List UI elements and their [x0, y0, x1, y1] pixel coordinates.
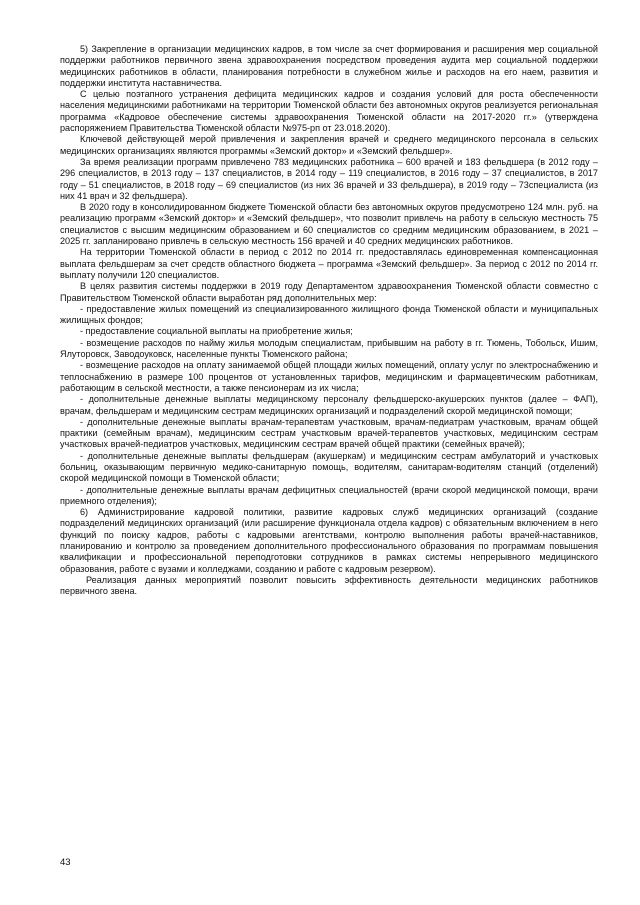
list-item: - дополнительные денежные выплаты врачам-терапевтам участковым, врачам-педиатрам участковым, врачам общей практики (семейным врачам), медицинским сестрам участковым врачей-терапевтов участковых, медицинским сестрам участковых врачей-педиатров участковых, медицинским сестрам врачей общей практики (семейных врачей); — [60, 416, 598, 450]
paragraph-statistics: За время реализации программ привлечено 783 медицинских работника – 600 врачей и 183 фельдшера (в 2012 году – 296 специалистов, в 2013 году – 137 специалистов, в 2014 году – 119 специалистов, в 2016 году – 37 специалистов, в 2017 году – 51 специалистов, в 2018 году – 69 специалистов (из них 36 врачей и 33 фельдшера), в 2019 году – 73специалиста (из них 41 врач и 32 фельдшера). — [60, 156, 598, 201]
list-item: - предоставление социальной выплаты на приобретение жилья; — [80, 326, 353, 337]
paragraph-key-measure: Ключевой действующей мерой привлечения и закрепления врачей и среднего медицинского персонала в сельских медицинских организациях являются программы «Земский доктор» и «Земский фельдшер». — [60, 134, 598, 156]
paragraph-item-6: 6) Администрирование кадровой политики, развитие кадровых служб медицинских организаций (создание подразделений медицинских организаций (или расширение функционала отдела кадров) с обязательным включением в него функций по поиску кадров, работы с кадровыми агентствами, контролю выполнения работы врачей-наставников, планированию и контролю за проведением дополнительного профессионального образования по программам повышения квалификации и профессиональной переподготовки сотрудников в рамках системы непрерывного медицинского образования, работе с вузами и колледжами, созданию и работе с кадровым резервом). — [60, 507, 598, 574]
list-item: - дополнительные денежные выплаты фельдшерам (акушеркам) и медицинским сестрам амбулаторий и участковых больниц, оказывающим первичную медико-санитарную помощь, водителям, санитарам-водителям станций (отделений) скорой медицинской помощи в Тюменской области; — [60, 450, 598, 484]
list-item: - предоставление жилых помещений из специализированного жилищного фонда Тюменской области и муниципальных жилищных фондов; — [60, 303, 598, 326]
list-item: - возмещение расходов на оплату занимаемой общей площади жилых помещений, оплату услуг по электроснабжению и теплоснабжению в размере 100 процентов от установленных тарифов, медицинским и фармацевтическим работникам, работающим в сельской местности, а также пенсионерам из их числа; — [60, 360, 598, 393]
paragraph-item-5: 5) Закрепление в организации медицинских кадров, в том числе за счет формирования и расширения мер социальной поддержки работников первичного звена здравоохранения посредством проведения аудита мер социальной поддержки медицинских работников в области, планирования потребности в служебном жилье и расходов на его наем, развития и поддержки института наставничества. — [60, 44, 598, 88]
page-number: 43 — [60, 857, 71, 868]
paragraph-budget-2020: В 2020 году в консолидированном бюджете Тюменской области без автономных округов предусмотрено 124 млн. руб. на реализацию программ «Земский доктор» и «Земский фельдшер», что позволит привлечь на работу в сельскую местность 75 специалистов с высшим медицинским образованием и 60 специалистов со средним медицинским образованием, в 2021 – 2025 гг. запланировано привлечь в сельскую местность 156 врачей и 40 средних медицинских работников. — [60, 202, 598, 247]
list-item: - возмещение расходов по найму жилья молодым специалистам, прибывшим на работу в гг. Тюмень, Тобольск, Ишим, Ялуторовск, Заводоуковск, населенные пункты Тюменского района; — [60, 337, 598, 360]
document-body — [60, 44, 598, 598]
list-item: - дополнительные денежные выплаты врачам дефицитных специальностей (врачи скорой медицинской помощи, врачи приемного отделения); — [60, 484, 598, 506]
paragraph-support-measures: В целях развития системы поддержки в 2019 году Департаментом здравоохранения Тюменской области совместно с Правительством Тюменской области выработан ряд дополнительных мер: — [60, 281, 598, 303]
paragraph-compensation: На территории Тюменской области в период с 2012 по 2014 гг. предоставлялась единовременная компенсационная выплата фельдшерам за счет средств областного бюджета – программа «Земский фельдшер». За период с 2012 по 2014 гг. выплату получили 120 специалистов. — [60, 247, 598, 280]
paragraph-regional-program: С целью поэтапного устранения дефицита медицинских кадров и создания условий для роста обеспеченности населения медицинскими работниками на территории Тюменской области без автономных округов реализуется региональная программа «Кадровое обеспечение системы здравоохранения Тюменской области на 2017-2020 гг.» (утверждена распоряжением Правительства Тюменской области №975-рп от 23.018.2020). — [60, 89, 598, 134]
paragraph-conclusion: Реализация данных мероприятий позволит повысить эффективность деятельности медицинских работников первичного звена. — [60, 574, 598, 597]
list-item: - дополнительные денежные выплаты медицинскому персоналу фельдшерско-акушерских пунктов (далее – ФАП), врачам, фельдшерам и медицинским сестрам медицинских организаций и подразделений скорой медицинской помощи; — [60, 394, 598, 416]
